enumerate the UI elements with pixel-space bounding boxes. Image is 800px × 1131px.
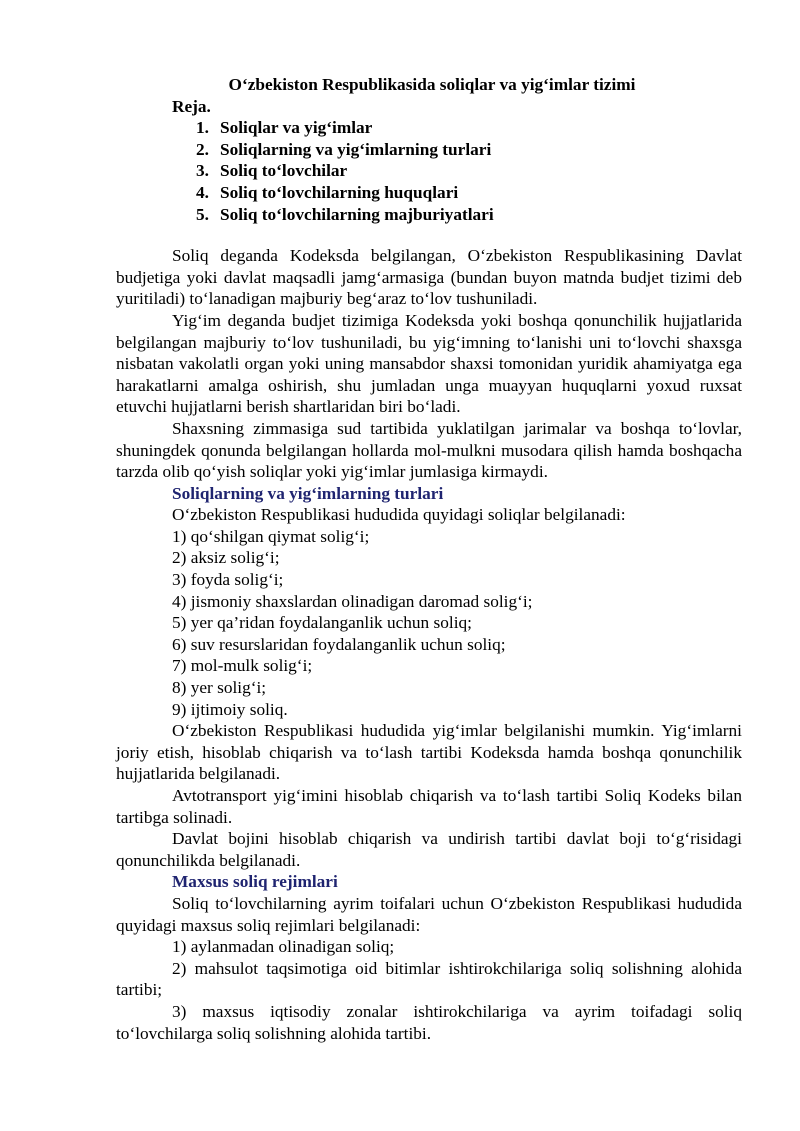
list-item: 9) ijtimoiy soliq. [172, 699, 288, 719]
paragraph: Davlat bojini hisoblab chiqarish va undirish tartibi davlat boji to‘g‘risidagi qonunchilikda belgilanadi. [116, 829, 742, 870]
list-item: 6) suv resurslaridan foydalanganlik uchun soliq; [172, 634, 506, 654]
list-item: 2) mahsulot taqsimotiga oid bitimlar ishtirokchilariga soliq solishning alohida tartibi; [116, 958, 742, 1000]
list-item: 3) foyda solig‘i; [172, 570, 284, 590]
plan-item-number: 5. [196, 204, 209, 224]
plan-item-number: 2. [196, 139, 209, 159]
section-lead: Soliq to‘lovchilarning ayrim toifalari uchun O‘zbekiston Respublikasi hududida quyidagi maxsus soliq rejimlari belgilanadi: [116, 893, 742, 935]
plan-item-text: Soliqlar va yig‘imlar [220, 118, 373, 138]
section-heading: Maxsus soliq rejimlari [172, 872, 338, 892]
plan-item-number: 1. [196, 118, 209, 138]
spacer [116, 225, 742, 245]
list-item: 5) yer qa’ridan foydalanganlik uchun soliq; [172, 613, 472, 633]
paragraph: Shaxsning zimmasiga sud tartibida yuklatilgan jarimalar va boshqa to‘lovlar, shuningdek qonunda belgilangan hollarda mol-mulkni musodara qilish hamda boshqacha tarzda olib qo‘yish soliqlar yoki yig‘imlar jumlasiga kirmaydi. [116, 418, 742, 482]
paragraph: Soliq deganda Kodeksda belgilangan, O‘zbekiston Respublikasining Davlat budjetiga yoki davlat maqsadli jamg‘armasiga (bundan buyon matnda budjet tizimi deb yuritiladi) to‘lanadigan majburiy beg‘araz to‘lov tushuniladi. [116, 246, 742, 309]
paragraph: Yig‘im deganda budjet tizimiga Kodeksda yoki boshqa qonunchilik hujjatlarida belgilangan majburiy to‘lov tushuniladi, bu yig‘imning to‘lanishi uni to‘lovchi shaxsga nisbatan vakolatli organ yoki uning mansabdor shaxsi tomonidan yuridik ahamiyatga ega harakatlarni amalga oshirish, shu jumladan unga muayyan huquqlarni yoxud ruxsat etuvchi hujjatlarni berish shartlaridan biri bo‘ladi. [116, 310, 742, 417]
plan-item-number: 4. [196, 182, 209, 202]
plan-item-text: Soliqlarning va yig‘imlarning turlari [220, 139, 492, 159]
plan-item-text: Soliq to‘lovchilarning huquqlari [220, 182, 459, 202]
list-item: 4) jismoniy shaxslardan olinadigan daromad solig‘i; [172, 591, 533, 611]
list-item: 2) aksiz solig‘i; [172, 548, 280, 568]
plan-item [116, 117, 742, 139]
section-lead: O‘zbekiston Respublikasi hududida quyidagi soliqlar belgilanadi: [172, 505, 626, 525]
plan-item [116, 139, 742, 161]
plan-label: Reja. [172, 96, 211, 116]
list-item: 1) aylanmadan olinadigan soliq; [172, 937, 395, 957]
plan-item [116, 182, 742, 204]
paragraph: Avtotransport yig‘imini hisoblab chiqarish va to‘lash tartibi Soliq Kodeks bilan tartibga solinadi. [116, 786, 742, 827]
list-item: 8) yer solig‘i; [172, 678, 267, 698]
paragraph: O‘zbekiston Respublikasi hududida yig‘imlar belgilanishi mumkin. Yig‘imlarni joriy etish, hisoblab chiqarish va to‘lash tartibi Kodeksda hamda boshqa qonunchilik hujjatlarida belgilanadi. [116, 721, 742, 784]
plan-item [116, 204, 742, 226]
list-item: 3) maxsus iqtisodiy zonalar ishtirokchilariga va ayrim toifadagi soliq to‘lovchilarga soliq solishning alohida tartibi. [116, 1001, 742, 1043]
list-item: 1) qo‘shilgan qiymat solig‘i; [172, 526, 370, 546]
section-heading: Soliqlarning va yig‘imlarning turlari [172, 483, 444, 503]
plan-item-number: 3. [196, 161, 209, 181]
document-page [116, 74, 742, 1044]
document-title: O‘zbekiston Respublikasida soliqlar va yig‘imlar tizimi [228, 75, 636, 94]
plan-list [116, 117, 742, 225]
list-item: 7) mol-mulk solig‘i; [172, 656, 313, 676]
plan-item-text: Soliq to‘lovchilar [220, 161, 348, 181]
plan-item [116, 160, 742, 182]
plan-item-text: Soliq to‘lovchilarning majburiyatlari [220, 204, 494, 224]
